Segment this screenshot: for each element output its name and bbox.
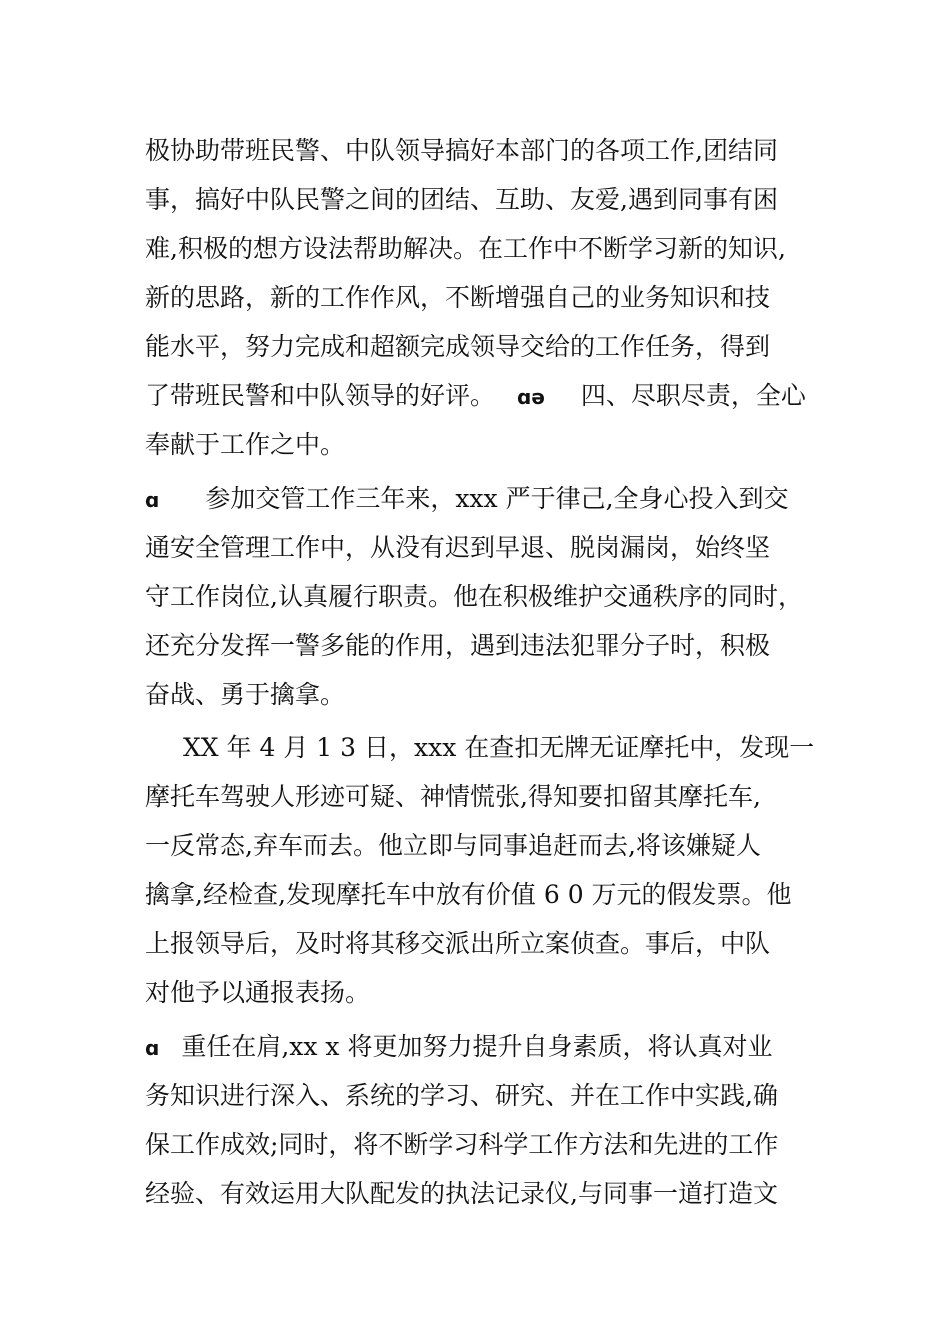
line-text: 上报领导后，及时将其移交派出所立案侦查。事后，中队 (145, 929, 771, 958)
text-line (145, 277, 825, 319)
text-line (145, 825, 825, 867)
line-text: 保工作成效;同时，将不断学习科学工作方法和先进的工作 (145, 1130, 779, 1159)
text-line (145, 478, 825, 520)
line-text: 难,积极的想方设法帮助解决。在工作中不断学习新的知识, (145, 234, 786, 263)
line-text: 极协助带班民警、中队领导搞好本部门的各项工作,团结同 (145, 136, 778, 165)
text-line (145, 424, 825, 466)
text-line (145, 527, 825, 569)
text-line (145, 1173, 825, 1215)
text-line (145, 228, 825, 270)
line-text: 还充分发挥一警多能的作用，遇到违法犯罪分子时，积极 (145, 631, 771, 660)
line-text: 参加交管工作三年来，xxx 严于律己,全身心投入到交 (205, 484, 789, 513)
text-line (145, 874, 825, 916)
line-text: 守工作岗位,认真履行职责。他在积极维护交通秩序的同时， (145, 582, 803, 611)
section-heading: 四、尽职尽责，全心 (580, 381, 806, 410)
line-text: 事，搞好中队民警之间的团结、互助、友爱,遇到同事有困 (145, 185, 778, 214)
line-text: 能水平，努力完成和超额完成领导交给的工作任务，得到 (145, 332, 771, 361)
text-line (145, 972, 825, 1014)
text-line (145, 1075, 825, 1117)
text-line (145, 375, 825, 417)
line-text: 摩托车驾驶人形迹可疑、神情慌张,得知要扣留其摩托车, (145, 782, 761, 811)
line-text: 一反常态,弃车而去。他立即与同事追赶而去,将该嫌疑人 (145, 831, 761, 860)
line-text: 通安全管理工作中，从没有迟到早退、脱岗漏岗，始终坚 (145, 533, 771, 562)
line-text: 新的思路，新的工作作风，不断增强自己的业务知识和技 (145, 283, 771, 312)
text-line (145, 130, 825, 172)
text-line (145, 326, 825, 368)
line-text: XX 年 4 月 1 3 日，xxx 在查扣无牌无证摩托中，发现一 (183, 733, 815, 762)
text-line (145, 1124, 825, 1166)
line-text: 务知识进行深入、系统的学习、研究、并在工作中实践,确 (145, 1081, 778, 1110)
paragraph-mark-icon: ɑ (145, 1036, 160, 1060)
line-text: 对他予以通报表扬。 (145, 978, 371, 1007)
text-line (183, 727, 825, 769)
text-line (145, 1026, 825, 1068)
paragraph-mark-icon: ɑə (517, 385, 545, 409)
text-line (145, 625, 825, 667)
text-line (145, 674, 825, 716)
paragraph-mark-icon: ɑ (145, 488, 160, 512)
line-text: 奉献于工作之中。 (145, 430, 346, 459)
text-line (145, 179, 825, 221)
text-line (145, 576, 825, 618)
text-line (145, 923, 825, 965)
line-text: 经验、有效运用大队配发的执法记录仪,与同事一道打造文 (145, 1179, 778, 1208)
line-text: 了带班民警和中队领导的好评。 (145, 381, 496, 410)
line-text: 奋战、勇于擒拿。 (145, 680, 346, 709)
text-line (145, 776, 825, 818)
line-text: 擒拿,经检查,发现摩托车中放有价值 6 0 万元的假发票。他 (145, 880, 792, 909)
line-text: 重任在肩,xx x 将更加努力提升自身素质，将认真对业 (181, 1032, 773, 1061)
